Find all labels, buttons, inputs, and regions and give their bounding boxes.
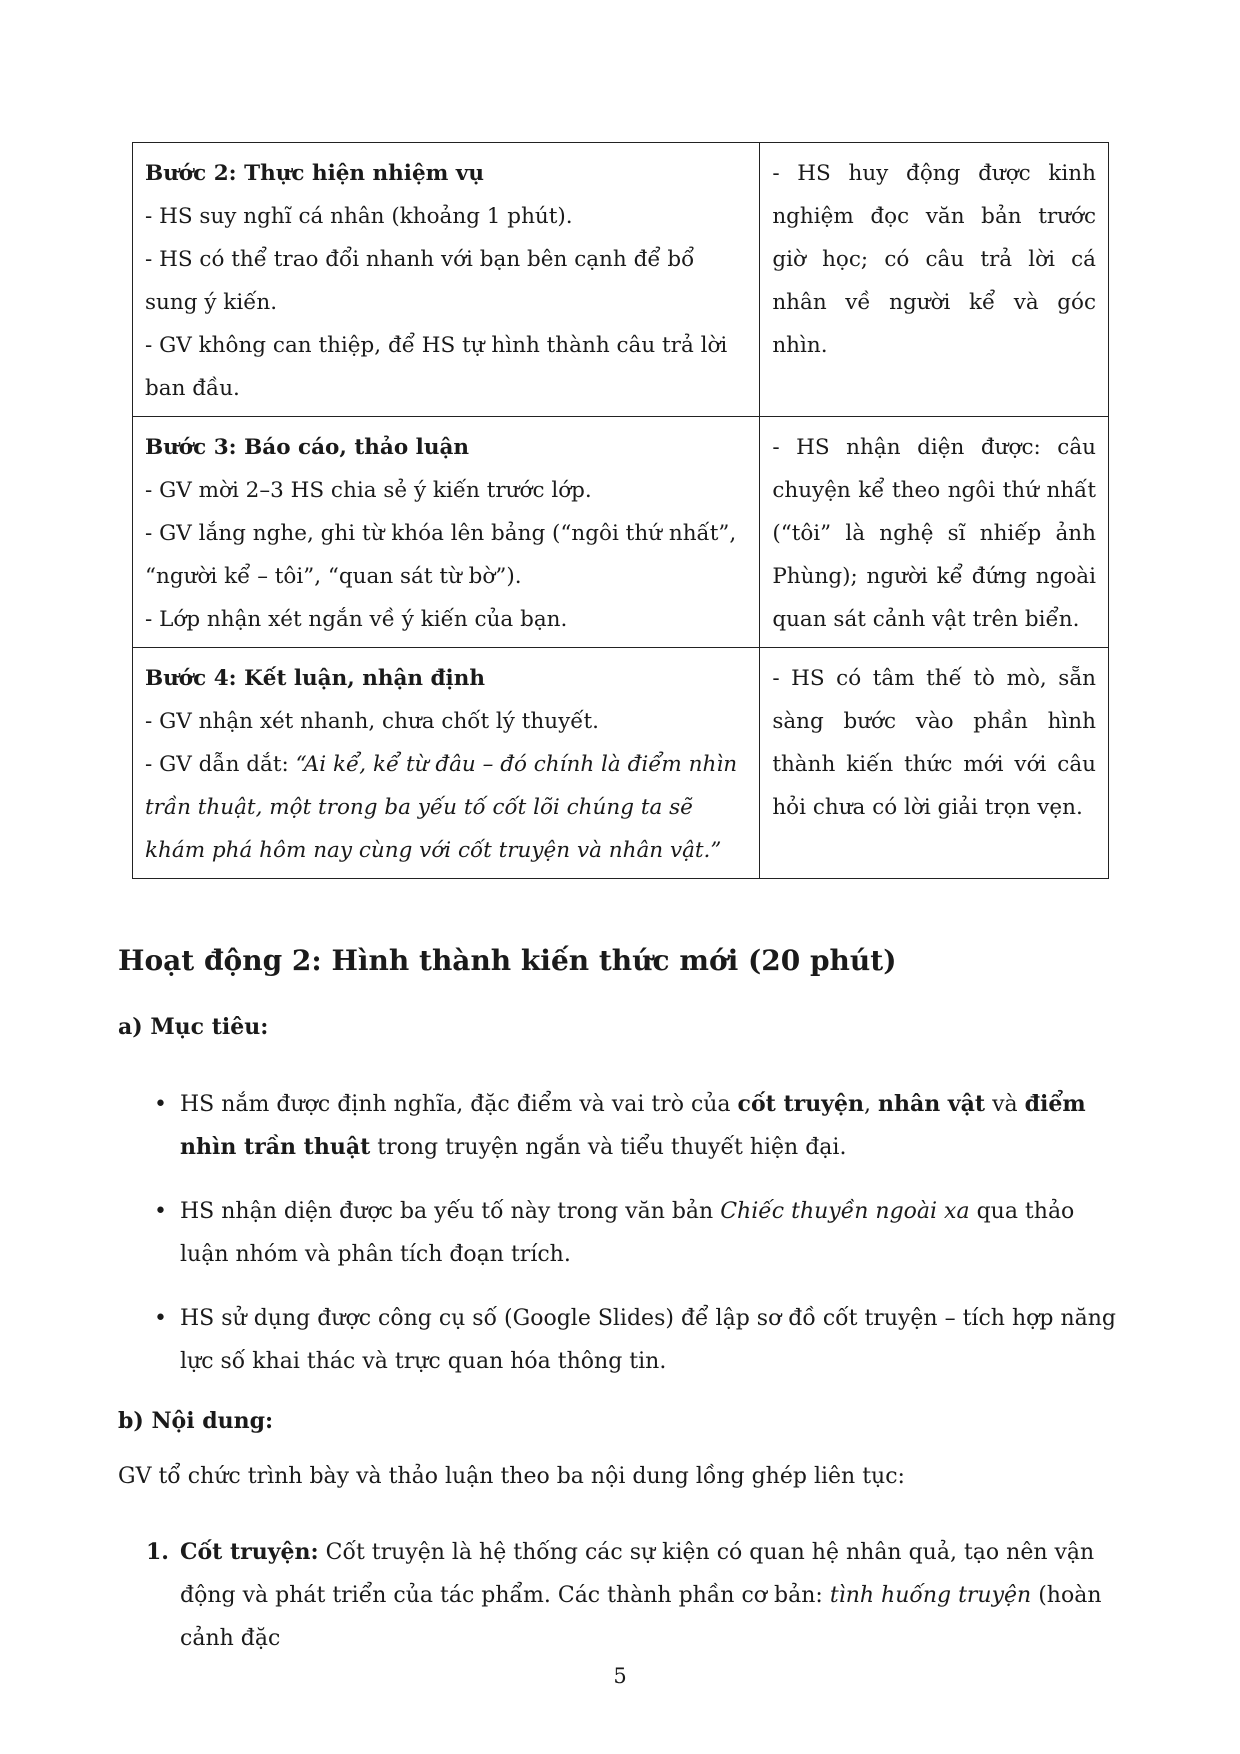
objectives-list [118,1083,1128,1404]
italic-title: Chiếc thuyền ngoài xa [720,1199,970,1224]
table-row [133,143,1109,417]
list-item [118,1297,1128,1383]
objectives-heading: a) Mục tiêu: [118,1014,269,1040]
text-span: Cốt truyện là hệ thống các sự kiện có quan hệ nhân quả, tạo nên vận động và phát triển của tác phẩm. Các thành phần cơ bản: [180,1540,1095,1608]
step-line: - GV mời 2–3 HS chia sẻ ý kiến trước lớp. [145,478,592,503]
step-title: Bước 3: Báo cáo, thảo luận [145,435,470,460]
table-row [133,417,1109,648]
step-title: Bước 4: Kết luận, nhận định [145,666,485,691]
bullet-icon: • [154,1306,167,1331]
text-span: qua thảo luận nhóm và phân tích đoạn trích. [180,1199,1075,1267]
step-cell [133,417,760,648]
step-cell [133,648,760,879]
text-span: (hoàn cảnh đặc [180,1583,1102,1651]
content-intro: GV tổ chức trình bày và thảo luận theo ba nội dung lồng ghép liên tục: [118,1464,905,1489]
text-span: HS nhận diện được ba yếu tố này trong văn bản [180,1199,721,1224]
step-line: - Lớp nhận xét ngắn về ý kiến của bạn. [145,607,568,632]
page-number: 5 [613,1664,627,1688]
step-title: Bước 2: Thực hiện nhiệm vụ [145,161,485,186]
list-item [118,1083,1128,1169]
step-quote-line [145,743,747,872]
table-row [133,648,1109,879]
result-cell: - HS nhận diện được: câu chuyện kể theo ngôi thứ nhất (“tôi” là nghệ sĩ nhiếp ảnh Phùng); người kể đứng ngoài quan sát cảnh vật trên biển. [760,417,1109,648]
bullet-icon: • [154,1199,167,1224]
text-span: , [863,1092,878,1117]
bullet-icon: • [154,1092,167,1117]
step-cell [133,143,760,417]
bold-term: nhân vật [877,1091,986,1117]
list-item [118,1531,1128,1660]
content-list [118,1531,1128,1660]
quote-prefix: - GV dẫn dắt: [145,752,296,777]
step-line: - GV không can thiệp, để HS tự hình thành câu trả lời ban đầu. [145,333,728,401]
italic-term: tình huống truyện [829,1583,1032,1608]
result-cell: - HS có tâm thế tò mò, sẵn sàng bước vào phần hình thành kiến thức mới với câu hỏi chưa có lời giải trọn vẹn. [760,648,1109,879]
text-span: trong truyện ngắn và tiểu thuyết hiện đại. [370,1135,847,1160]
activity-heading: Hoạt động 2: Hình thành kiến thức mới (20 phút) [118,944,897,977]
result-cell: - HS huy động được kinh nghiệm đọc văn bản trước giờ học; có câu trả lời cá nhân về người kể và góc nhìn. [760,143,1109,417]
text-span: HS nắm được định nghĩa, đặc điểm và vai trò của [180,1092,738,1117]
step-line: - HS có thể trao đổi nhanh với bạn bên cạnh để bổ sung ý kiến. [145,247,695,315]
text-span: HS sử dụng được công cụ số (Google Slides) để lập sơ đồ cốt truyện – tích hợp năng lực số khai thác và trực quan hóa thông tin. [180,1306,1116,1374]
text-span: và [985,1092,1025,1117]
quote-text: “Ai kể, kể từ đâu – đó chính là điểm nhìn trần thuật, một trong ba yếu tố cốt lõi chúng ta sẽ khám phá hôm nay cùng với cốt truyện và nhân vật.” [145,752,738,863]
list-item [118,1190,1128,1276]
step-line: - HS suy nghĩ cá nhân (khoảng 1 phút). [145,204,573,229]
lesson-steps-table [132,142,1109,879]
item-number: 1. [146,1539,169,1565]
step-line: - GV nhận xét nhanh, chưa chốt lý thuyết. [145,709,599,734]
bold-term: cốt truyện [737,1091,864,1117]
item-label: Cốt truyện: [180,1539,319,1565]
bold-term: điểm nhìn trần thuật [180,1091,1086,1160]
content-heading: b) Nội dung: [118,1408,274,1434]
step-line: - GV lắng nghe, ghi từ khóa lên bảng (“ngôi thứ nhất”, “người kể – tôi”, “quan sát từ bờ”). [145,521,737,589]
